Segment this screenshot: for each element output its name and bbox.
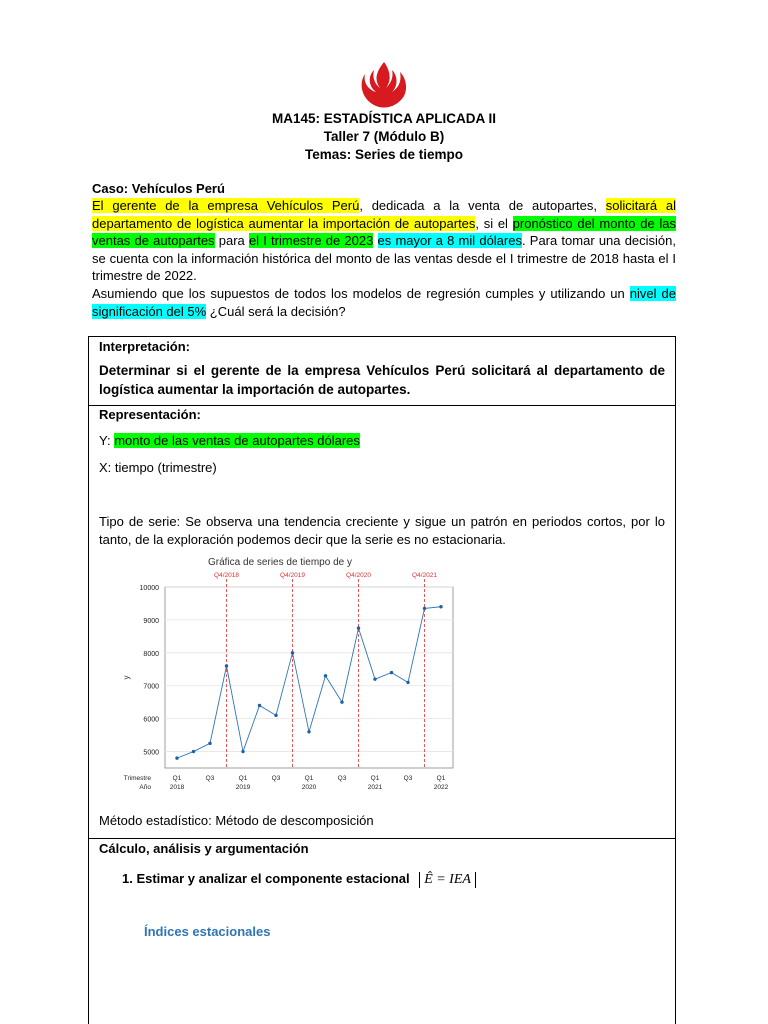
interpretacion-box <box>88 336 676 406</box>
variable-y-prefix: Y: <box>99 433 115 448</box>
data-point <box>241 750 244 753</box>
x-tick-quarter: Q1 <box>238 775 248 782</box>
x-tick-quarter: Q3 <box>337 775 347 782</box>
data-point <box>406 681 409 684</box>
data-point <box>291 651 294 654</box>
x-tick-year: 2020 <box>301 784 317 791</box>
case-text: para <box>214 233 249 248</box>
x-tick-year: 2018 <box>169 784 185 791</box>
highlight-manager: El gerente de la empresa Vehículos Perú <box>92 198 360 213</box>
step-1-text: 1. Estimar y analizar el componente estacional <box>122 871 410 886</box>
y-axis-label: y <box>122 675 131 680</box>
x-tick-quarter: Q3 <box>205 775 215 782</box>
highlight-significance: nivel de significación del 5% <box>92 286 677 319</box>
x-row-label-quarter: Trimestre <box>123 775 151 782</box>
x-tick-year: 2019 <box>235 784 251 791</box>
x-tick-quarter: Q1 <box>172 775 182 782</box>
x-tick-quarter: Q3 <box>271 775 281 782</box>
data-point <box>175 756 178 759</box>
y-tick-label: 8000 <box>143 650 159 658</box>
highlight-variable-y: monto de las ventas de autopartes dólares <box>114 433 360 448</box>
case-text: , dedicada a la venta de autopartes, <box>359 198 606 213</box>
data-point <box>390 671 393 674</box>
data-point <box>307 730 310 733</box>
reference-label: Q4/2019 <box>280 572 305 579</box>
seasonal-indices-heading: Índices estacionales <box>144 924 271 939</box>
workshop-title: Taller 7 (Módulo B) <box>323 129 445 144</box>
reference-label: Q4/2021 <box>412 572 437 579</box>
data-point <box>423 607 426 610</box>
upc-logo <box>354 58 414 114</box>
case-title: Caso: Vehículos Perú <box>92 181 225 196</box>
data-point <box>192 750 195 753</box>
serie-type: Tipo de serie: Se observa una tendencia creciente y sigue un patrón en periodos cortos, por lo tanto, de la exploración podemos decir que la serie es no estacionaria. <box>99 514 665 547</box>
x-tick-year: 2022 <box>433 784 449 791</box>
calculo-label: Cálculo, análisis y argumentación <box>99 841 309 856</box>
course-title: MA145: ESTADÍSTICA APLICADA II <box>271 111 496 126</box>
interpretacion-label: Interpretación: <box>99 339 191 354</box>
variable-x: X: tiempo (trimestre) <box>99 460 217 475</box>
x-tick-quarter: Q1 <box>370 775 380 782</box>
highlight-forecast: pronóstico del monto de las ventas de autopartes <box>92 215 677 248</box>
data-point <box>274 714 277 717</box>
time-series-chart <box>99 555 461 800</box>
calculo-box <box>88 838 676 1024</box>
data-point <box>324 674 327 677</box>
y-tick-label: 6000 <box>143 716 159 724</box>
reference-label: Q4/2020 <box>346 572 371 579</box>
representacion-box <box>88 405 676 839</box>
variable-y <box>99 432 665 450</box>
highlight-request: solicitará al departamento de logística aumentar la importación de autopartes <box>92 198 676 231</box>
case-text <box>373 233 377 248</box>
x-tick-year: 2021 <box>367 784 383 791</box>
highlight-quarter: el I trimestre de 2023 <box>248 233 374 248</box>
x-row-label-year: Año <box>139 784 151 791</box>
chart-title: Gráfica de series de tiempo de y <box>208 557 352 568</box>
interpretacion-text: Determinar si el gerente de la empresa Vehículos Perú solicitará al departamento de logística aumentar la importación de autopartes. <box>99 363 665 397</box>
case-paragraph <box>92 197 676 285</box>
data-point <box>258 704 261 707</box>
case-text: . Para tomar una decisión, se cuenta con la información histórica del monto de las ventas desde el I trimestre de 2018 hasta el I trimestre de 2022. <box>92 233 676 283</box>
topics-title: Temas: Series de tiempo <box>304 147 464 162</box>
y-tick-label: 10000 <box>139 585 159 592</box>
question-text: Asumiendo que los supuestos de todos los modelos de regresión cumples y utilizando un <box>92 286 630 301</box>
representacion-label: Representación: <box>99 407 201 422</box>
y-tick-label: 7000 <box>143 683 159 691</box>
data-point <box>373 677 376 680</box>
question-paragraph <box>92 285 676 320</box>
data-point <box>208 742 211 745</box>
question-text: ¿Cuál será la decisión? <box>206 303 346 319</box>
formula: Ê = IEA <box>419 872 476 888</box>
x-tick-quarter: Q1 <box>436 775 446 782</box>
metodo-text: Método estadístico: Método de descomposición <box>99 813 374 828</box>
plot-area <box>165 587 453 768</box>
reference-label: Q4/2018 <box>214 572 239 579</box>
data-point <box>439 605 442 608</box>
case-text: , si el <box>475 215 513 231</box>
y-tick-label: 9000 <box>143 617 159 625</box>
chart-svg <box>99 555 461 800</box>
x-tick-quarter: Q1 <box>304 775 314 782</box>
highlight-threshold: es mayor a 8 mil dólares <box>377 233 522 248</box>
y-tick-label: 5000 <box>143 749 159 757</box>
data-point <box>340 700 343 703</box>
data-point <box>357 626 360 629</box>
data-point <box>225 664 228 667</box>
step-1 <box>122 871 476 888</box>
x-tick-quarter: Q3 <box>403 775 413 782</box>
